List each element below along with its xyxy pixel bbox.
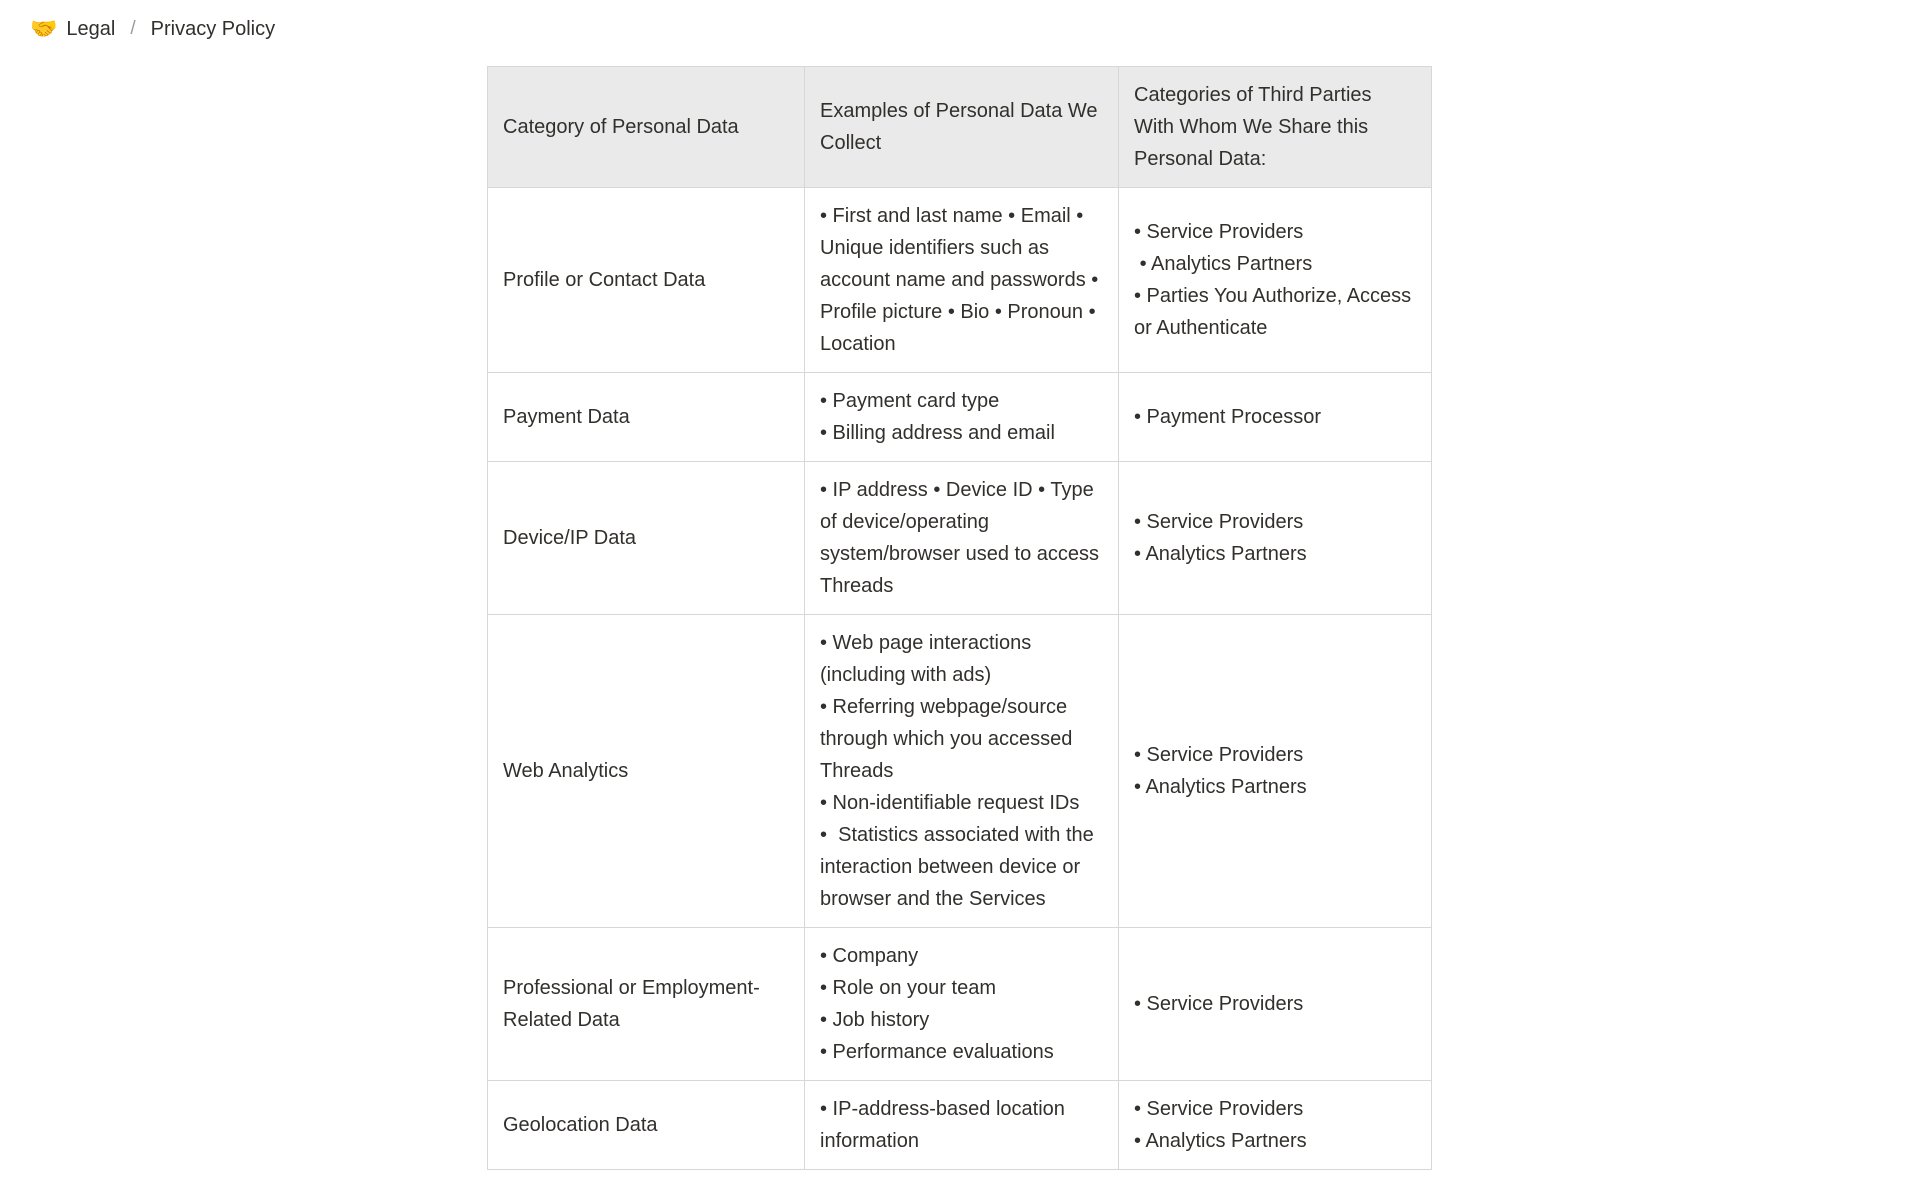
breadcrumb-item-label: Privacy Policy [150, 17, 276, 40]
cell-line: • Analytics Partners [1134, 253, 1313, 275]
table-row [488, 615, 1432, 928]
table-row [488, 928, 1432, 1081]
cell-category [488, 1081, 805, 1170]
cell-line: • Service Providers [1134, 511, 1304, 533]
cell-line: • Company [820, 945, 919, 967]
cell-line: • Service Providers [1134, 221, 1304, 243]
cell-third-parties [1119, 188, 1432, 373]
cell-line: • Statistics associated with the interaction between device or browser and the Services [820, 824, 1100, 910]
breadcrumb-item-legal[interactable] [26, 16, 119, 43]
column-header-third-parties: Categories of Third Parties With Whom We Share this Personal Data: [1119, 67, 1432, 188]
cell-line: • Payment card type [820, 390, 1000, 412]
privacy-policy-table-wrap [487, 66, 1431, 1170]
table-row [488, 373, 1432, 462]
cell-category [488, 615, 805, 928]
cell-line: • Service Providers [1134, 993, 1304, 1015]
breadcrumb [26, 14, 279, 44]
cell-third-parties [1119, 615, 1432, 928]
cell-category [488, 373, 805, 462]
cell-examples [805, 188, 1119, 373]
column-header-category: Category of Personal Data [488, 67, 805, 188]
cell-line: • Billing address and email [820, 422, 1055, 444]
cell-line: • Analytics Partners [1134, 1130, 1307, 1152]
breadcrumb-separator: / [130, 18, 136, 39]
cell-line: • Performance evaluations [820, 1041, 1054, 1063]
cell-examples [805, 1081, 1119, 1170]
cell-line: • Job history [820, 1009, 930, 1031]
cell-examples [805, 928, 1119, 1081]
cell-third-parties [1119, 373, 1432, 462]
cell-line: • Service Providers [1134, 744, 1304, 766]
cell-examples [805, 615, 1119, 928]
cell-line: • IP address • Device ID • Type of device/operating system/browser used to access Threads [820, 479, 1105, 597]
personal-data-table [487, 66, 1432, 1170]
cell-third-parties [1119, 462, 1432, 615]
table-row [488, 188, 1432, 373]
cell-line: Payment Data [503, 406, 630, 428]
cell-line: • Parties You Authorize, Access or Authenticate [1134, 285, 1417, 339]
table-header-row [488, 67, 1432, 188]
table-body [488, 188, 1432, 1170]
column-header-examples: Examples of Personal Data We Collect [805, 67, 1119, 188]
cell-line: • Role on your team [820, 977, 996, 999]
breadcrumb-item-label: Legal [66, 17, 116, 40]
cell-category [488, 928, 805, 1081]
cell-line: Geolocation Data [503, 1114, 658, 1136]
table-row [488, 1081, 1432, 1170]
cell-line: Web Analytics [503, 760, 629, 782]
cell-line: • Analytics Partners [1134, 776, 1307, 798]
cell-third-parties [1119, 928, 1432, 1081]
cell-line: Profile or Contact Data [503, 269, 706, 291]
table-row [488, 462, 1432, 615]
cell-line: • First and last name • Email • Unique identifiers such as account name and passwords • Profile picture • Bio • Pronoun • Location [820, 205, 1104, 355]
cell-category [488, 188, 805, 373]
cell-line: • Web page interactions (including with ads) [820, 632, 1037, 686]
cell-line: • Payment Processor [1134, 406, 1322, 428]
cell-line: • Analytics Partners [1134, 543, 1307, 565]
cell-line: • Referring webpage/source through which you accessed Threads [820, 696, 1078, 782]
cell-examples [805, 373, 1119, 462]
cell-line: Professional or Employment-Related Data [503, 977, 760, 1031]
cell-line: • Non-identifiable request IDs [820, 792, 1080, 814]
cell-examples [805, 462, 1119, 615]
cell-category [488, 462, 805, 615]
cell-line: • IP-address-based location information [820, 1098, 1071, 1152]
cell-line: Device/IP Data [503, 527, 637, 549]
handshake-icon: 🤝 [30, 16, 58, 41]
cell-third-parties [1119, 1081, 1432, 1170]
breadcrumb-item-privacy-policy[interactable] [147, 16, 279, 43]
cell-line: • Service Providers [1134, 1098, 1304, 1120]
